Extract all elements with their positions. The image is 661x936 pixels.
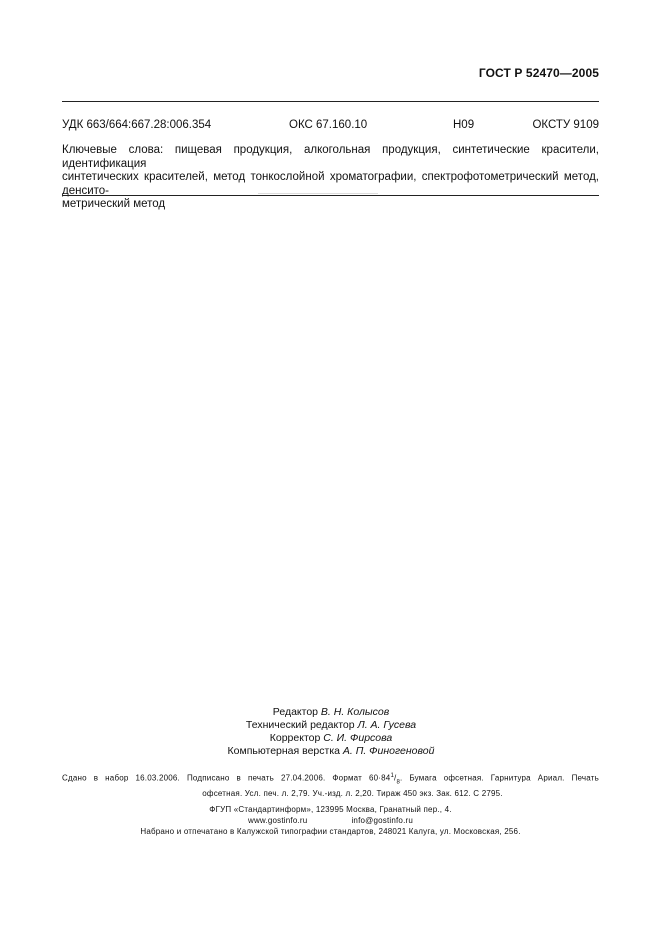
credit-person: А. П. Финогеновой (342, 745, 435, 757)
publisher-address: ФГУП «Стандартинформ», 123995 Москва, Гранатный пер., 4. (209, 805, 452, 814)
publisher-block (62, 804, 599, 837)
publisher-contacts (62, 815, 599, 826)
publisher-website: www.gostinfo.ru (247, 816, 308, 825)
keywords-line: Ключевые слова: пищевая продукция, алкогольная продукция, синтетические красители, идентификация (62, 144, 599, 170)
credit-role: Компьютерная верстка (227, 745, 340, 757)
keywords-line: синтетических красителей, метод тонкослойной хроматографии, спектрофотометрический метод, денсито- (62, 171, 599, 197)
standard-number: ГОСТ Р 52470—2005 (478, 66, 599, 80)
credit-role: Корректор (269, 732, 321, 744)
credit-layout (200, 745, 462, 758)
group-code: Н09 (453, 119, 475, 131)
credit-role: Технический редактор (245, 719, 355, 731)
format-fraction-num: 1 (390, 773, 395, 779)
oks-code: ОКС 67.160.10 (289, 119, 368, 131)
keywords-line: метрический метод (62, 198, 166, 210)
faint-mark (258, 193, 378, 194)
credits-block (200, 706, 462, 758)
credit-person: Л. А. Гусева (357, 719, 417, 731)
imprint-block (62, 771, 599, 799)
imprint-text: Сдано в набор 16.03.2006. Подписано в печать 27.04.2006. Формат 60·84 (62, 773, 391, 783)
format-fraction-den: 8 (396, 779, 400, 786)
okstu-code: ОКСТУ 9109 (532, 119, 599, 131)
imprint-line: офсетная. Усл. печ. л. 2,79. Уч.-изд. л. 2,20. Тираж 450 экз. Зак. 612. С 2795. (202, 789, 503, 799)
credit-tech-editor (200, 719, 462, 732)
udk-code: УДК 663/664:667.28:006.354 (62, 119, 212, 131)
classification-codes (62, 119, 599, 131)
keywords-block (62, 144, 599, 212)
top-divider (62, 101, 599, 102)
printer-line: Набрано и отпечатано в Калужской типографии стандартов, 248021 Калуга, ул. Московская, 256. (140, 827, 521, 836)
bottom-divider (62, 195, 599, 196)
credit-person: С. И. Фирсова (323, 732, 393, 744)
credit-role: Редактор (272, 706, 318, 718)
imprint-line: Сдано в набор 16.03.2006. Подписано в печать 27.04.2006. Формат $60\cdot 84^1/_8$. Бумага офсетная. Гарнитура Ариал. Печать (62, 773, 599, 786)
credit-editor (200, 706, 462, 719)
imprint-text: . Бумага офсетная. Гарнитура Ариал. Печать (400, 773, 599, 783)
credit-proofreader (200, 732, 462, 745)
credit-person: В. Н. Колысов (320, 706, 390, 718)
publisher-email: info@gostinfo.ru (351, 816, 414, 825)
